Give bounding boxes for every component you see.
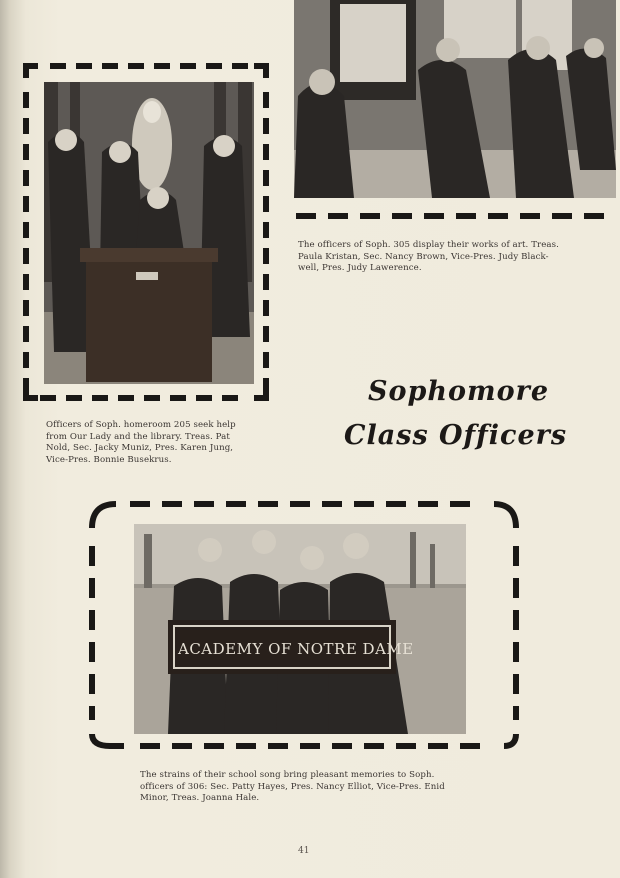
caption-line: Nold, Sec. Jacky Muniz, Pres. Karen Jung, xyxy=(46,443,234,454)
photo-notre-dame-sign xyxy=(134,524,466,734)
caption-line: The strains of their school song bring pleasant memories to Soph. xyxy=(140,770,435,780)
caption-line: Minor, Treas. Joanna Hale. xyxy=(140,793,260,804)
caption-line: Officers of Soph. homeroom 205 seek help xyxy=(46,420,236,430)
caption-line: Paula Kristan, Sec. Nancy Brown, Vice-Pres. Judy Black- xyxy=(298,251,549,262)
photo-art-display xyxy=(294,0,616,198)
caption-notre-dame-sign xyxy=(140,770,445,805)
caption-library-officers xyxy=(46,420,236,466)
photo-library-officers xyxy=(44,82,254,384)
caption-line: from Our Lady and the library. Treas. Pat xyxy=(46,431,230,442)
page-title-line1: Sophomore xyxy=(368,376,550,407)
page-title-line2: Class Officers xyxy=(344,420,568,451)
caption-art-display xyxy=(298,240,559,275)
caption-line: well, Pres. Judy Lawerence. xyxy=(298,263,422,274)
caption-line: Vice-Pres. Bonnie Busekrus. xyxy=(46,454,172,465)
caption-line: officers of 306: Sec. Patty Hayes, Pres. Nancy Elliot, Vice-Pres. Enid xyxy=(140,781,445,792)
caption-line: The officers of Soph. 305 display their works of art. Treas. xyxy=(298,240,559,250)
page-number: 41 xyxy=(298,846,310,856)
sign-text: ACADEMY OF NOTRE DAME xyxy=(178,640,414,658)
